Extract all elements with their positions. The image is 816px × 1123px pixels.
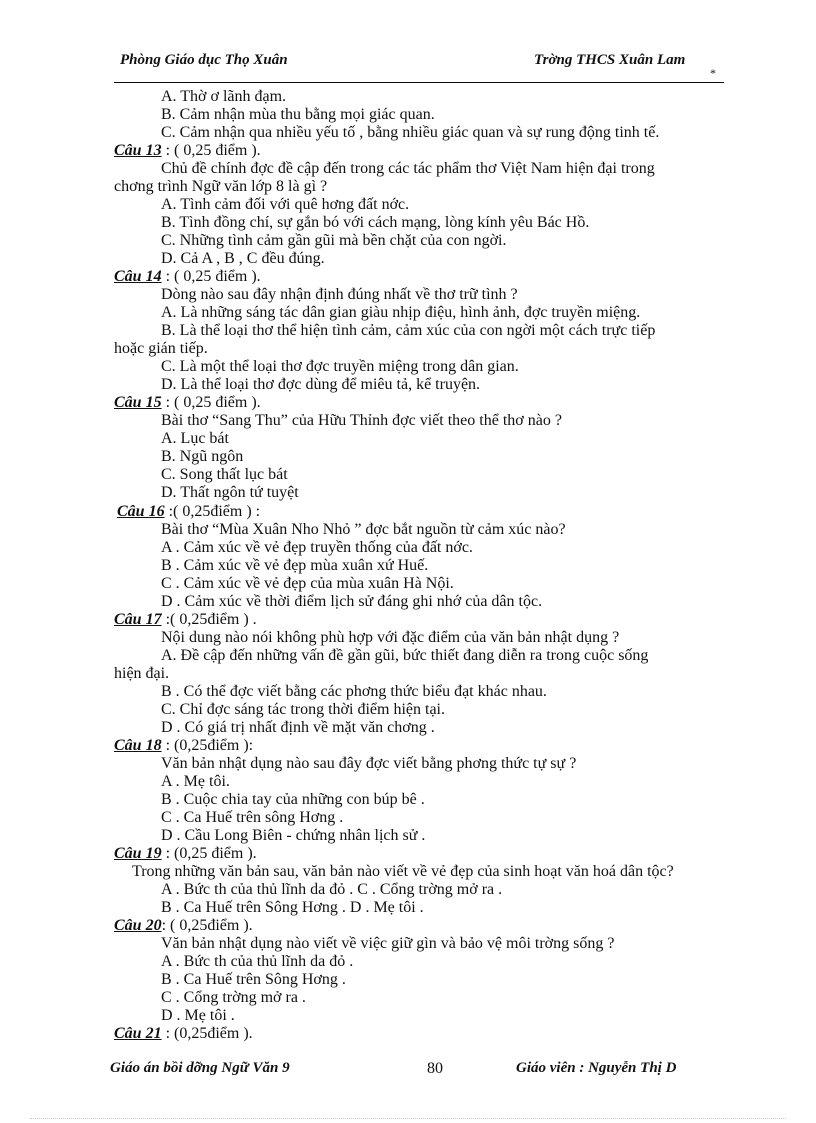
question-points: : ( 0,25 điểm ). [161, 394, 261, 411]
header-right: Trờng THCS Xuân Lam [534, 52, 686, 68]
header-left: Phòng Giáo dục Thọ Xuân [120, 52, 288, 68]
footer-left: Giáo án bồi dỡng Ngữ Văn 9 [110, 1060, 290, 1076]
text-line: C . Cổng trờng mở ra . [161, 989, 306, 1006]
footer-right: Giáo viên : Nguyễn Thị D [516, 1060, 677, 1076]
question-number: Câu 19 [114, 845, 162, 862]
question-heading [114, 845, 257, 863]
text-line: D . Có giá trị nhất định về mặt văn chơng . [161, 719, 435, 736]
text-line: B . Ca Huế trên Sông Hơng . [161, 971, 346, 988]
question-heading [117, 503, 260, 521]
text-line: B . Có thể đợc viết bằng các phơng thức biểu đạt khác nhau. [161, 683, 547, 700]
text-line: Văn bản nhật dụng nào viết về việc giữ gìn và bảo vệ môi trờng sống ? [161, 935, 615, 952]
text-line: hiện đại. [114, 665, 170, 682]
text-line: D . Mẹ tôi . [161, 1007, 235, 1024]
question-points: : ( 0,25điểm ). [161, 917, 253, 934]
text-line: B . Cảm xúc về vẻ đẹp mùa xuân xứ Huế. [161, 557, 429, 574]
text-line: C . Cảm xúc về vẻ đẹp của mùa xuân Hà Nội. [161, 575, 454, 592]
text-line: B. Cảm nhận mùa thu bằng mọi giác quan. [161, 106, 435, 123]
question-number: Câu 21 [114, 1025, 162, 1042]
text-line: A . Cảm xúc về vẻ đẹp truyền thống của đất nớc. [161, 539, 473, 556]
text-line: D . Cầu Long Biên - chứng nhân lịch sử . [161, 827, 426, 844]
text-line: D. Cả A , B , C đều đúng. [161, 250, 325, 267]
question-number: Câu 13 [114, 142, 162, 159]
question-number: Câu 15 [114, 394, 162, 411]
question-points: : ( 0,25 điểm ). [161, 268, 261, 285]
question-number: Câu 17 [114, 611, 162, 628]
text-line: B. Ngũ ngôn [161, 448, 244, 465]
text-line: D . Cảm xúc về thời điểm lịch sử đáng ghi nhớ của dân tộc. [161, 593, 543, 610]
text-line: C. Là một thể loại thơ đợc truyền miệng trong dân gian. [161, 358, 519, 375]
text-line: Nội dung nào nói không phù hợp với đặc điểm của văn bản nhật dụng ? [161, 629, 620, 646]
text-line: B . Ca Huế trên Sông Hơng . D . Mẹ tôi . [161, 899, 424, 916]
question-heading [114, 1025, 253, 1043]
question-number: Câu 16 [117, 503, 165, 520]
text-line: C. Chỉ đợc sáng tác trong thời điểm hiện tại. [161, 701, 445, 718]
text-line: C. Song thất lục bát [161, 466, 288, 483]
question-heading [114, 142, 261, 160]
question-points: :( 0,25điểm ) : [164, 503, 261, 520]
text-line: A. Thờ ơ lãnh đạm. [161, 88, 287, 105]
text-line: A. Là những sáng tác dân gian giàu nhịp điệu, hình ảnh, đợc truyền miệng. [161, 304, 641, 321]
text-line: chơng trình Ngữ văn lớp 8 là gì ? [114, 178, 328, 195]
text-line: A . Bức th của thủ lĩnh da đỏ . [161, 953, 354, 970]
text-line: Dòng nào sau đây nhận định đúng nhất về thơ trữ tình ? [161, 286, 518, 303]
question-points: : (0,25điểm ): [161, 737, 254, 754]
question-points: : ( 0,25 điểm ). [161, 142, 261, 159]
text-line: B. Tình đồng chí, sự gắn bó với cách mạng, lòng kính yêu Bác Hồ. [161, 214, 590, 231]
text-line: C. Những tình cảm gần gũi mà bền chặt của con ngời. [161, 232, 507, 249]
text-line: C. Cảm nhận qua nhiều yếu tố , bằng nhiều giác quan và sự rung động tinh tế. [161, 124, 660, 141]
question-points: : (0,25điểm ). [161, 1025, 253, 1042]
text-line: Trong những văn bản sau, văn bản nào viết về vẻ đẹp của sinh hoạt văn hoá dân tộc? [132, 863, 674, 880]
question-points: :( 0,25điểm ) . [161, 611, 257, 628]
text-line: A. Lục bát [161, 430, 229, 447]
text-line: A. Tình cảm đối với quê hơng đất nớc. [161, 196, 410, 213]
question-heading [114, 394, 261, 412]
text-line: Chủ đề chính đợc đề cập đến trong các tác phẩm thơ Việt Nam hiện đại trong [161, 160, 655, 177]
question-number: Câu 14 [114, 268, 162, 285]
bottom-divider [30, 1118, 786, 1119]
text-line: Bài thơ “Mùa Xuân Nho Nhỏ ” đợc bắt nguồn từ cảm xúc nào? [161, 521, 566, 538]
page-number: 80 [427, 1060, 443, 1077]
question-number: Câu 18 [114, 737, 162, 754]
text-line: B . Cuộc chia tay của những con búp bê . [161, 791, 425, 808]
question-number: Câu 20 [114, 917, 162, 934]
text-line: Văn bản nhật dụng nào sau đây đợc viết bằng phơng thức tự sự ? [161, 755, 577, 772]
text-line: A . Mẹ tôi. [161, 773, 230, 790]
question-heading [114, 268, 261, 286]
header-mark: * [710, 66, 716, 80]
question-heading [114, 611, 257, 629]
header-rule [114, 82, 724, 83]
text-line: Bài thơ “Sang Thu” của Hữu Thỉnh đợc viết theo thể thơ nào ? [161, 412, 562, 429]
text-line: B. Là thể loại thơ thể hiện tình cảm, cảm xúc của con ngời một cách trực tiếp [161, 322, 656, 339]
text-line: C . Ca Huế trên sông Hơng . [161, 809, 344, 826]
text-line: A. Đề cập đến những vấn đề gần gũi, bức thiết đang diễn ra trong cuộc sống [161, 647, 649, 664]
text-line: D. Thất ngôn tứ tuyệt [161, 484, 299, 501]
text-line: A . Bức th của thủ lĩnh da đỏ . C . Cổng trờng mở ra . [161, 881, 503, 898]
question-points: : (0,25 điểm ). [161, 845, 257, 862]
text-line: hoặc gián tiếp. [114, 340, 208, 357]
question-heading [114, 917, 253, 935]
question-heading [114, 737, 253, 755]
text-line: D. Là thể loại thơ đợc dùng để miêu tả, kể truyện. [161, 376, 481, 393]
